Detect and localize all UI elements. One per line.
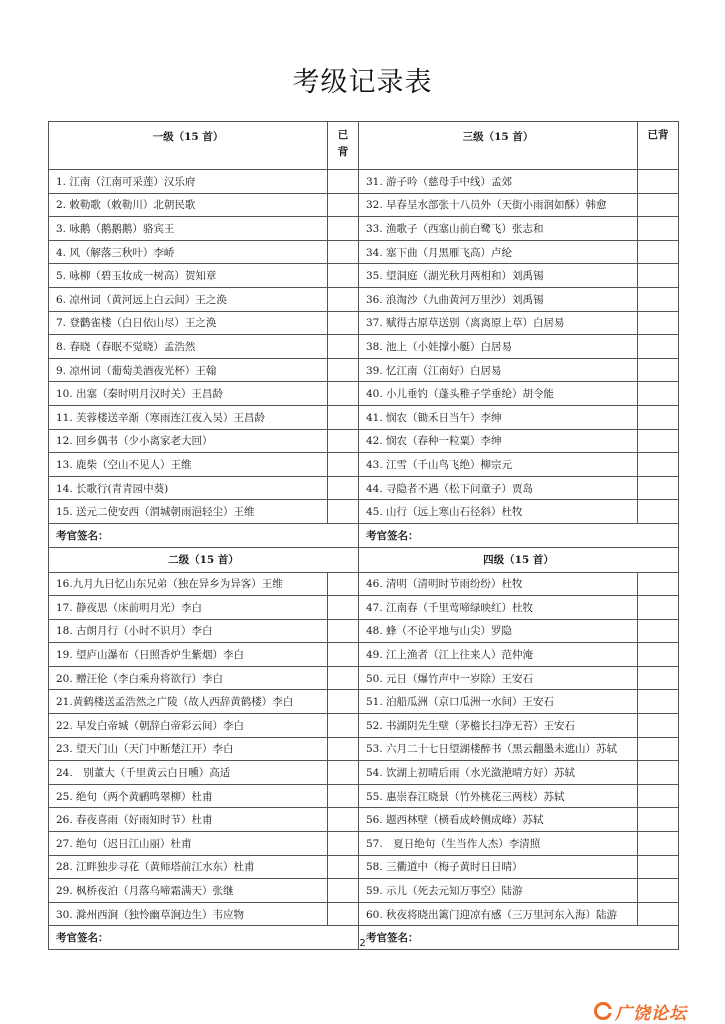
done-checkbox-right[interactable] <box>638 287 679 311</box>
done-checkbox-right[interactable] <box>638 217 679 241</box>
poem-title-left: 21.黄鹤楼送孟浩然之广陵（故人西辞黄鹤楼）李白 <box>49 690 328 714</box>
poem-row <box>49 193 679 217</box>
poem-title-left: 24. 别董大（千里黄云白日曛）高适 <box>49 761 328 785</box>
poem-title-left: 1. 江南（江南可采莲）汉乐府 <box>49 170 328 194</box>
done-checkbox-left[interactable] <box>328 476 359 500</box>
poem-title-right: 39. 忆江南（江南好）白居易 <box>359 358 638 382</box>
poem-row <box>49 170 679 194</box>
done-checkbox-left[interactable] <box>328 690 359 714</box>
done-checkbox-right[interactable] <box>638 453 679 477</box>
poem-row <box>49 264 679 288</box>
examiner-sign-right[interactable]: 考官签名： <box>359 523 679 547</box>
done-checkbox-left[interactable] <box>328 193 359 217</box>
done-checkbox-right[interactable] <box>638 879 679 903</box>
done-checkbox-right[interactable] <box>638 808 679 832</box>
poem-title-left: 4. 风（解落三秋叶）李峤 <box>49 240 328 264</box>
poem-title-left: 9. 凉州词（葡萄美酒夜光杯）王翰 <box>49 358 328 382</box>
poem-title-left: 16.九月九日忆山东兄弟（独在异乡为异客）王维 <box>49 572 328 596</box>
done-checkbox-left[interactable] <box>328 405 359 429</box>
poem-title-right: 37. 赋得古原草送别（离离原上草）白居易 <box>359 311 638 335</box>
level-heading-row <box>49 547 679 572</box>
poem-title-left: 2. 敕勒歌（敕勒川）北朝民歌 <box>49 193 328 217</box>
poem-row <box>49 879 679 903</box>
poem-title-right: 48. 蜂（不论平地与山尖）罗隐 <box>359 619 638 643</box>
poem-title-right: 32. 早春呈水部张十八员外（天街小雨润如酥）韩愈 <box>359 193 638 217</box>
poem-row <box>49 784 679 808</box>
done-checkbox-right[interactable] <box>638 264 679 288</box>
poem-title-right: 59. 示儿（死去元知万事空）陆游 <box>359 879 638 903</box>
poem-row <box>49 476 679 500</box>
done-checkbox-left[interactable] <box>328 784 359 808</box>
poem-title-right: 43. 江雪（千山鸟飞绝）柳宗元 <box>359 453 638 477</box>
poem-title-right: 34. 塞下曲（月黑雁飞高）卢纶 <box>359 240 638 264</box>
poem-title-left: 23. 望天门山（天门中断楚江开）李白 <box>49 737 328 761</box>
poem-title-left: 5. 咏柳（碧玉妆成一树高）贺知章 <box>49 264 328 288</box>
poem-title-left: 3. 咏鹅（鹅鹅鹅）骆宾王 <box>49 217 328 241</box>
done-checkbox-left[interactable] <box>328 619 359 643</box>
poem-row <box>49 902 679 926</box>
poem-title-left: 28. 江畔独步寻花（黄师塔前江水东）杜甫 <box>49 855 328 879</box>
poem-title-right: 52. 书湖阴先生壁（茅檐长扫净无苔）王安石 <box>359 714 638 738</box>
done-checkbox-left[interactable] <box>328 358 359 382</box>
done-checkbox-left[interactable] <box>328 572 359 596</box>
poem-row <box>49 761 679 785</box>
done-checkbox-left[interactable] <box>328 311 359 335</box>
poem-title-left: 27. 绝句（迟日江山丽）杜甫 <box>49 832 328 856</box>
poem-title-right: 38. 池上（小娃撑小艇）白居易 <box>359 335 638 359</box>
done-checkbox-right[interactable] <box>638 476 679 500</box>
poem-title-left: 15. 送元二使安西（渭城朝雨浥轻尘）王维 <box>49 500 328 524</box>
poem-title-right: 41. 悯农（锄禾日当午）李绅 <box>359 405 638 429</box>
poem-title-left: 17. 静夜思（床前明月光）李白 <box>49 596 328 620</box>
poem-row <box>49 572 679 596</box>
level-three-heading: 三级（15 首） <box>359 122 638 170</box>
examiner-sign-left[interactable]: 考官签名： <box>49 926 359 950</box>
poem-title-left: 13. 鹿柴（空山不见人）王维 <box>49 453 328 477</box>
done-checkbox-left[interactable] <box>328 217 359 241</box>
poem-title-left: 12. 回乡偶书（少小离家老大回） <box>49 429 328 453</box>
poem-title-right: 58. 三衢道中（梅子黄时日日晴） <box>359 855 638 879</box>
done-checkbox-right[interactable] <box>638 311 679 335</box>
done-checkbox-right[interactable] <box>638 619 679 643</box>
done-checkbox-left[interactable] <box>328 170 359 194</box>
done-column-header-left <box>328 122 359 170</box>
done-label-char-2: 背 <box>337 146 349 158</box>
exam-record-table <box>48 121 679 950</box>
poem-row <box>49 666 679 690</box>
done-checkbox-left[interactable] <box>328 737 359 761</box>
poem-title-left: 6. 凉州词（黄河远上白云间）王之涣 <box>49 287 328 311</box>
poem-title-right: 35. 望洞庭（湖光秋月两相和）刘禹锡 <box>359 264 638 288</box>
poem-title-right: 33. 渔歌子（西塞山前白鹭飞）张志和 <box>359 217 638 241</box>
examiner-sign-row <box>49 523 679 547</box>
poem-title-left: 18. 古朗月行（小时不识月）李白 <box>49 619 328 643</box>
poem-title-left: 8. 春晓（春眠不觉晓）孟浩然 <box>49 335 328 359</box>
done-column-header-right: 已背 <box>638 122 679 170</box>
poem-title-left: 11. 芙蓉楼送辛渐（寒雨连江夜入吴）王昌龄 <box>49 405 328 429</box>
done-checkbox-left[interactable] <box>328 264 359 288</box>
done-checkbox-right[interactable] <box>638 832 679 856</box>
poem-title-left: 25. 绝句（两个黄鹂鸣翠柳）杜甫 <box>49 784 328 808</box>
logo-icon <box>594 1002 612 1020</box>
examiner-sign-left[interactable]: 考官签名： <box>49 523 359 547</box>
poem-title-right: 54. 饮湖上初晴后雨（水光潋滟晴方好）苏轼 <box>359 761 638 785</box>
done-checkbox-right[interactable] <box>638 358 679 382</box>
done-checkbox-left[interactable] <box>328 855 359 879</box>
done-checkbox-right[interactable] <box>638 170 679 194</box>
poem-title-right: 44. 寻隐者不遇（松下问童子）贾岛 <box>359 476 638 500</box>
poem-row <box>49 714 679 738</box>
done-checkbox-left[interactable] <box>328 666 359 690</box>
done-checkbox-right[interactable] <box>638 240 679 264</box>
done-checkbox-right[interactable] <box>638 737 679 761</box>
poem-title-right: 31. 游子吟（慈母手中线）孟郊 <box>359 170 638 194</box>
poem-row <box>49 358 679 382</box>
done-checkbox-left[interactable] <box>328 429 359 453</box>
poem-row <box>49 737 679 761</box>
done-checkbox-left[interactable] <box>328 808 359 832</box>
done-checkbox-left[interactable] <box>328 500 359 524</box>
level-four-heading: 四级（15 首） <box>359 547 679 572</box>
done-checkbox-left[interactable] <box>328 761 359 785</box>
done-checkbox-right[interactable] <box>638 666 679 690</box>
poem-title-right: 42. 悯农（春种一粒粟）李绅 <box>359 429 638 453</box>
poem-title-right: 47. 江南春（千里莺啼绿映红）杜牧 <box>359 596 638 620</box>
done-checkbox-right[interactable] <box>638 335 679 359</box>
poem-title-right: 36. 浪淘沙（九曲黄河万里沙）刘禹锡 <box>359 287 638 311</box>
poem-title-left: 7. 登鹳雀楼（白日依山尽）王之涣 <box>49 311 328 335</box>
done-checkbox-left[interactable] <box>328 453 359 477</box>
done-checkbox-right[interactable] <box>638 193 679 217</box>
poem-title-left: 29. 枫桥夜泊（月落乌啼霜满天）张继 <box>49 879 328 903</box>
done-checkbox-left[interactable] <box>328 287 359 311</box>
done-checkbox-left[interactable] <box>328 382 359 406</box>
poem-title-right: 49. 江上渔者（江上往来人）范仲淹 <box>359 643 638 667</box>
done-checkbox-left[interactable] <box>328 596 359 620</box>
done-checkbox-right[interactable] <box>638 690 679 714</box>
done-checkbox-right[interactable] <box>638 572 679 596</box>
poem-title-left: 20. 赠汪伦（李白乘舟将欲行）李白 <box>49 666 328 690</box>
done-checkbox-right[interactable] <box>638 761 679 785</box>
poem-row <box>49 429 679 453</box>
poem-title-left: 26. 春夜喜雨（好雨知时节）杜甫 <box>49 808 328 832</box>
done-checkbox-right[interactable] <box>638 596 679 620</box>
poem-row <box>49 808 679 832</box>
done-checkbox-left[interactable] <box>328 879 359 903</box>
poem-row <box>49 217 679 241</box>
poem-row <box>49 855 679 879</box>
done-checkbox-right[interactable] <box>638 405 679 429</box>
poem-title-left: 22. 早发白帝城（朝辞白帝彩云间）李白 <box>49 714 328 738</box>
poem-title-left: 19. 望庐山瀑布（日照香炉生紫烟）李白 <box>49 643 328 667</box>
done-checkbox-right[interactable] <box>638 714 679 738</box>
poem-title-left: 14. 长歌行(青青园中葵) <box>49 476 328 500</box>
done-checkbox-right[interactable] <box>638 382 679 406</box>
poem-row <box>49 335 679 359</box>
done-checkbox-right[interactable] <box>638 643 679 667</box>
done-checkbox-left[interactable] <box>328 714 359 738</box>
page-number: 2 <box>359 938 366 949</box>
poem-title-right: 40. 小儿垂钓（蓬头稚子学垂纶）胡令能 <box>359 382 638 406</box>
done-checkbox-left[interactable] <box>328 335 359 359</box>
done-checkbox-right[interactable] <box>638 429 679 453</box>
examiner-sign-right[interactable]: 考官签名： <box>359 926 679 950</box>
done-checkbox-left[interactable] <box>328 240 359 264</box>
poem-row <box>49 832 679 856</box>
poem-row <box>49 690 679 714</box>
poem-row <box>49 643 679 667</box>
poem-title-left: 30. 滁州西涧（独怜幽草涧边生）韦应物 <box>49 902 328 926</box>
poem-row <box>49 287 679 311</box>
poem-row <box>49 596 679 620</box>
table-header-row <box>49 122 679 170</box>
level-one-heading: 一级（15 首） <box>49 122 328 170</box>
poem-row <box>49 453 679 477</box>
done-checkbox-left[interactable] <box>328 832 359 856</box>
poem-title-right: 60. 秋夜将晓出篱门迎凉有感（三万里河东入海）陆游 <box>359 902 638 926</box>
poem-title-right: 53. 六月二十七日望湖楼醉书（黑云翻墨未遮山）苏轼 <box>359 737 638 761</box>
poem-title-right: 51. 泊船瓜洲（京口瓜洲一水间）王安石 <box>359 690 638 714</box>
done-checkbox-right[interactable] <box>638 500 679 524</box>
poem-title-left: 10. 出塞（秦时明月汉时关）王昌龄 <box>49 382 328 406</box>
poem-row <box>49 240 679 264</box>
poem-row <box>49 500 679 524</box>
done-checkbox-right[interactable] <box>638 855 679 879</box>
poem-row <box>49 311 679 335</box>
poem-row <box>49 382 679 406</box>
done-checkbox-left[interactable] <box>328 643 359 667</box>
page-title: 考级记录表 <box>292 67 433 98</box>
poem-title-right: 55. 惠崇春江晓景（竹外桃花三两枝）苏轼 <box>359 784 638 808</box>
level-two-heading: 二级（15 首） <box>49 547 359 572</box>
poem-title-right: 46. 清明（清明时节雨纷纷）杜牧 <box>359 572 638 596</box>
poem-title-right: 45. 山行（远上寒山石径斜）杜牧 <box>359 500 638 524</box>
poem-row <box>49 619 679 643</box>
done-label-char-1: 已 <box>337 129 349 141</box>
done-checkbox-right[interactable] <box>638 902 679 926</box>
logo-text: 广饶论坛 <box>615 1003 687 1024</box>
poem-title-right: 50. 元日（爆竹声中一岁除）王安石 <box>359 666 638 690</box>
site-logo <box>594 1000 722 1022</box>
poem-row <box>49 405 679 429</box>
done-checkbox-left[interactable] <box>328 902 359 926</box>
poem-title-right: 57. 夏日绝句（生当作人杰）李清照 <box>359 832 638 856</box>
poem-title-right: 56. 题西林壁（横看成岭侧成峰）苏轼 <box>359 808 638 832</box>
done-checkbox-right[interactable] <box>638 784 679 808</box>
